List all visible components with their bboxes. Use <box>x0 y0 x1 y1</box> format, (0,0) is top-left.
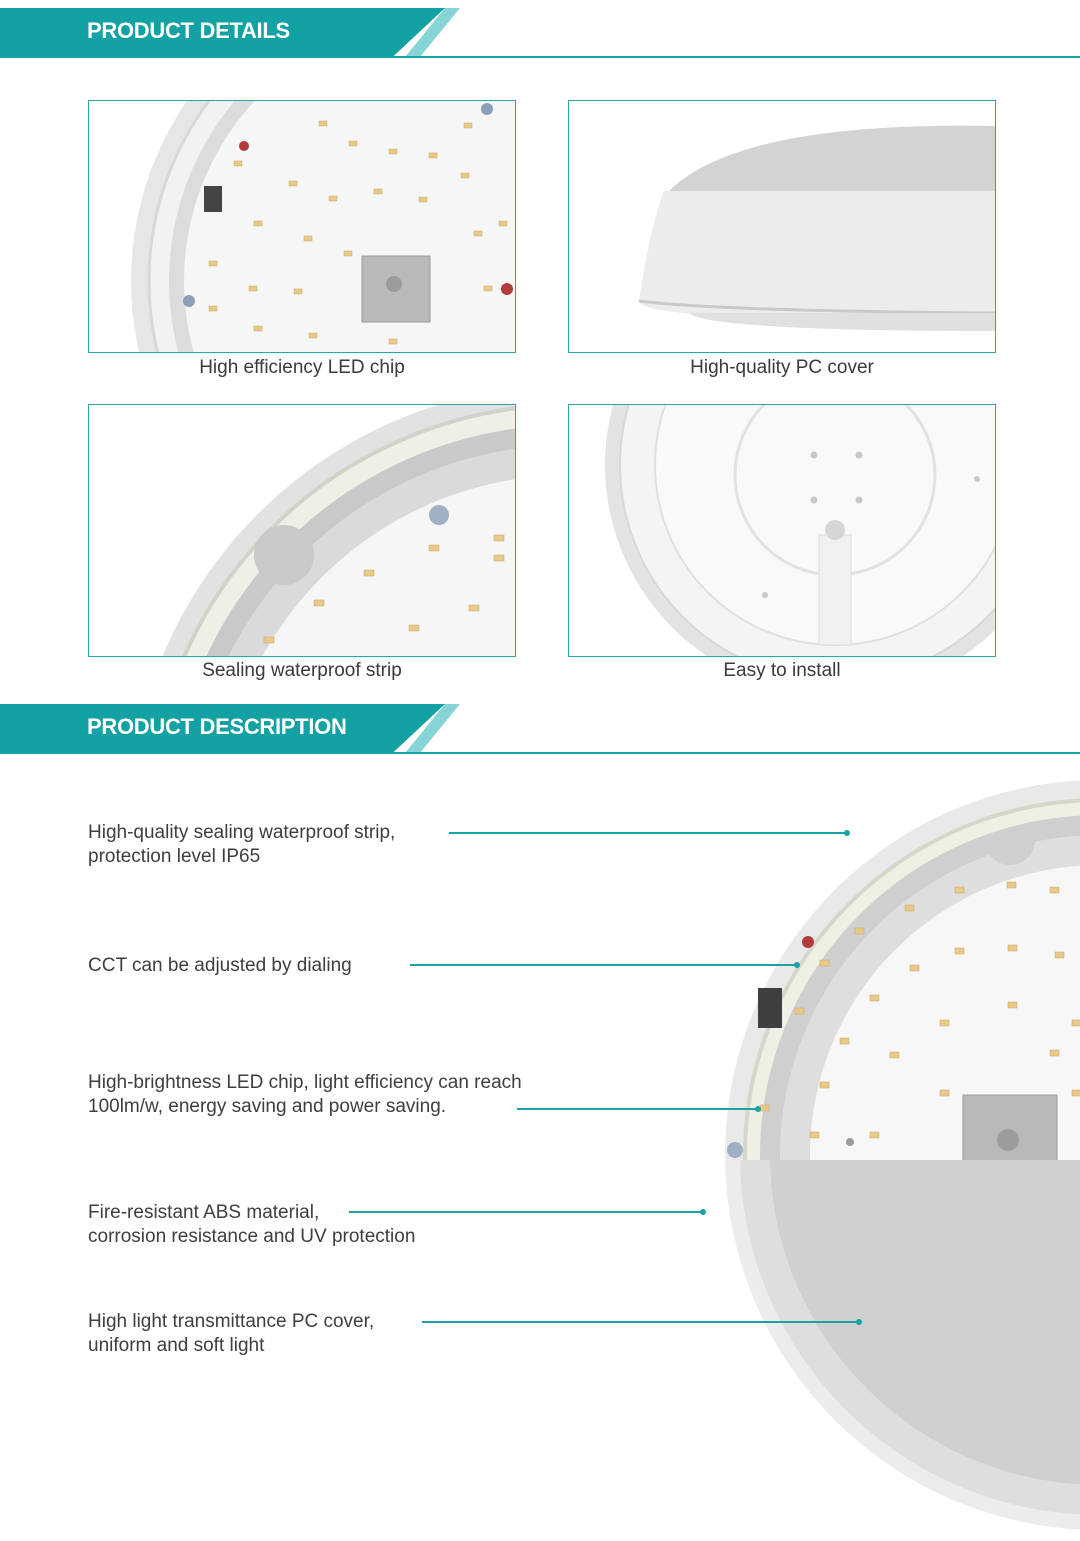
details-banner <box>0 0 1080 60</box>
description-banner <box>0 696 1080 756</box>
caption-pc-cover: High-quality PC cover <box>690 357 874 378</box>
callout-line2: corrosion resistance and UV protection <box>88 1226 416 1247</box>
sealing-strip-photo <box>88 404 516 657</box>
leader-dot <box>755 1106 761 1112</box>
callout-pc-cover <box>88 1310 374 1358</box>
hero-fixture-photo <box>640 770 1080 1541</box>
pc-cover-photo <box>568 100 996 353</box>
callout-line2: 100lm/w, energy saving and power saving. <box>88 1096 447 1117</box>
callout-abs-material <box>88 1201 415 1249</box>
callout-line1: High-brightness LED chip, light efficiency can reach <box>88 1072 522 1093</box>
easy-install-photo <box>568 404 996 657</box>
banner-rule <box>380 752 1080 754</box>
section-title-description: PRODUCT DESCRIPTION <box>87 714 347 739</box>
section-title-details: PRODUCT DETAILS <box>87 18 290 43</box>
callout-led-chip <box>88 1071 522 1119</box>
callout-line1: CCT can be adjusted by dialing <box>88 955 352 976</box>
leader-line <box>410 964 796 966</box>
led-chip-photo <box>88 100 516 353</box>
callout-line2: uniform and soft light <box>88 1335 265 1356</box>
leader-line <box>422 1321 858 1323</box>
leader-line <box>517 1108 757 1110</box>
leader-dot <box>794 962 800 968</box>
leader-dot <box>844 830 850 836</box>
leader-dot <box>856 1319 862 1325</box>
caption-easy-install: Easy to install <box>723 660 841 681</box>
leader-dot <box>700 1209 706 1215</box>
callout-line1: High-quality sealing waterproof strip, <box>88 822 396 843</box>
callout-line1: High light transmittance PC cover, <box>88 1311 375 1332</box>
callout-line1: Fire-resistant ABS material, <box>88 1202 320 1223</box>
callout-sealing-strip <box>88 821 395 869</box>
leader-line <box>349 1211 702 1213</box>
leader-line <box>449 832 846 834</box>
caption-sealing-strip: Sealing waterproof strip <box>202 660 402 681</box>
callout-line2: protection level IP65 <box>88 846 261 867</box>
banner-rule <box>380 56 1080 58</box>
caption-led-chip: High efficiency LED chip <box>199 357 405 378</box>
callout-cct <box>88 954 352 978</box>
